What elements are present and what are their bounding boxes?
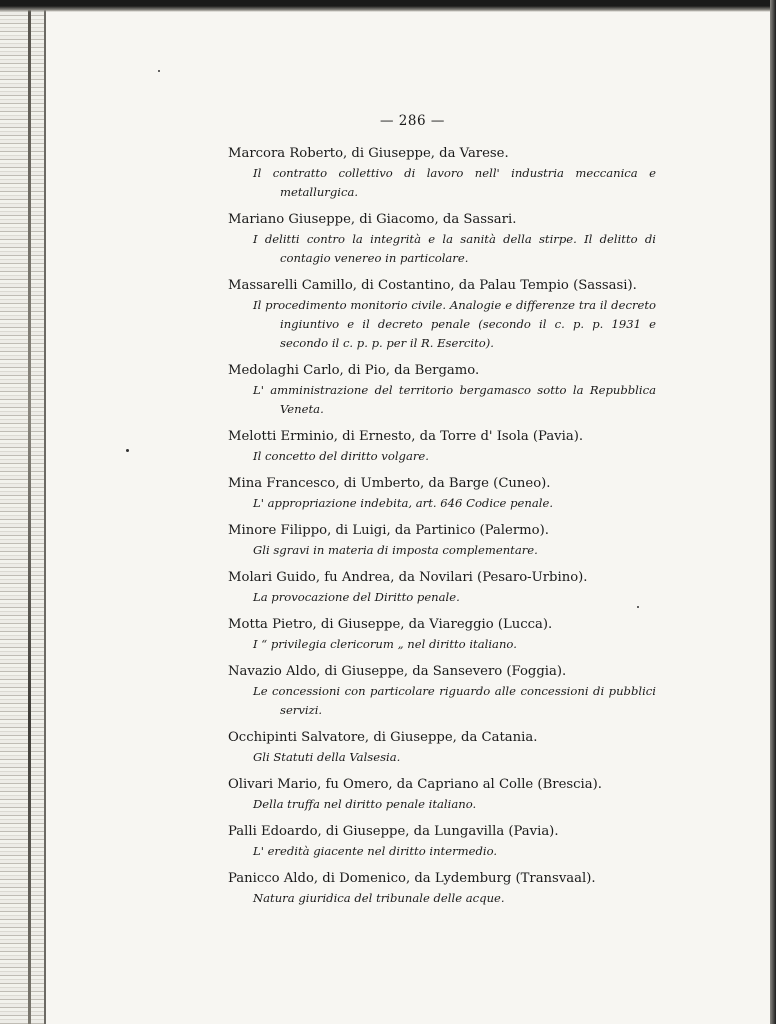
author-line: Olivari Mario, fu Omero, da Capriano al Colle (Brescia). <box>228 777 602 792</box>
author-line: Marcora Roberto, di Giuseppe, da Varese. <box>228 146 509 161</box>
list-item <box>228 615 656 654</box>
binding-edge <box>0 0 46 1024</box>
binding-shadow <box>28 0 31 1024</box>
list-item <box>228 474 656 513</box>
list-item <box>228 728 656 767</box>
author-line: Mariano Giuseppe, di Giacomo, da Sassari. <box>228 212 517 227</box>
list-item <box>228 144 656 202</box>
list-item <box>228 869 656 908</box>
thesis-title: Il concetto del diritto volgare. <box>253 449 429 463</box>
author-line: Massarelli Camillo, di Costantino, da Palau Tempio (Sassasi). <box>228 278 637 293</box>
author-line: Panicco Aldo, di Domenico, da Lydemburg (Transvaal). <box>228 871 596 886</box>
author-line: Navazio Aldo, di Giuseppe, da Sansevero (Foggia). <box>228 664 567 679</box>
thesis-title: La provocazione del Diritto penale. <box>253 590 460 604</box>
author-line: Melotti Erminio, di Ernesto, da Torre d' Isola (Pavia). <box>228 429 584 444</box>
author-line: Minore Filippo, di Luigi, da Partinico (Palermo). <box>228 523 549 538</box>
list-item <box>228 276 656 353</box>
author-line: Molari Guido, fu Andrea, da Novilari (Pesaro-Urbino). <box>228 570 588 585</box>
list-item <box>228 775 656 814</box>
thesis-list <box>228 144 656 908</box>
list-item <box>228 361 656 419</box>
author-line: Mina Francesco, di Umberto, da Barge (Cuneo). <box>228 476 551 491</box>
thesis-title: I “ privilegia clericorum „ nel diritto italiano. <box>253 637 517 651</box>
thesis-title: L' eredità giacente nel diritto intermedio. <box>253 844 498 858</box>
thesis-title: Della truffa nel diritto penale italiano. <box>253 797 477 811</box>
list-item <box>228 521 656 560</box>
thesis-title: Gli sgravi in materia di imposta complementare. <box>253 543 538 557</box>
scan-speck <box>637 606 639 608</box>
author-line: Palli Edoardo, di Giuseppe, da Lungavilla (Pavia). <box>228 824 559 839</box>
author-line: Motta Pietro, di Giuseppe, da Viareggio (Lucca). <box>228 617 553 632</box>
binding-line <box>44 0 46 1024</box>
right-edge-shadow <box>770 0 776 1024</box>
thesis-title: Il contratto collettivo di lavoro nell' industria meccanica e metallurgica. <box>253 166 656 199</box>
page-number: — 286 — <box>380 113 445 129</box>
author-line: Medolaghi Carlo, di Pio, da Bergamo. <box>228 363 480 378</box>
list-item <box>228 568 656 607</box>
thesis-title: Natura giuridica del tribunale delle acque. <box>253 891 505 905</box>
thesis-title: I delitti contro la integrità e la sanità della stirpe. Il delitto di contagio venereo in particolare. <box>253 232 656 265</box>
scan-speck <box>126 449 129 452</box>
list-item <box>228 210 656 268</box>
list-item <box>228 662 656 720</box>
list-item <box>228 427 656 466</box>
scan-speck <box>158 70 160 72</box>
thesis-title: L' amministrazione del territorio bergamasco sotto la Repubblica Veneta. <box>253 383 656 416</box>
thesis-title: Il procedimento monitorio civile. Analogie e differenze tra il decreto ingiuntivo e il decreto penale (secondo il c. p. p. 1931 e secondo il c. p. p. per il R. Esercito). <box>253 298 656 350</box>
thesis-title: Le concessioni con particolare riguardo alle concessioni di pubblici servizi. <box>253 684 656 717</box>
thesis-title: Gli Statuti della Valsesia. <box>253 750 401 764</box>
author-line: Occhipinti Salvatore, di Giuseppe, da Catania. <box>228 730 538 745</box>
list-item <box>228 822 656 861</box>
thesis-title: L' appropriazione indebita, art. 646 Codice penale. <box>253 496 554 510</box>
top-edge-shadow <box>0 0 776 12</box>
